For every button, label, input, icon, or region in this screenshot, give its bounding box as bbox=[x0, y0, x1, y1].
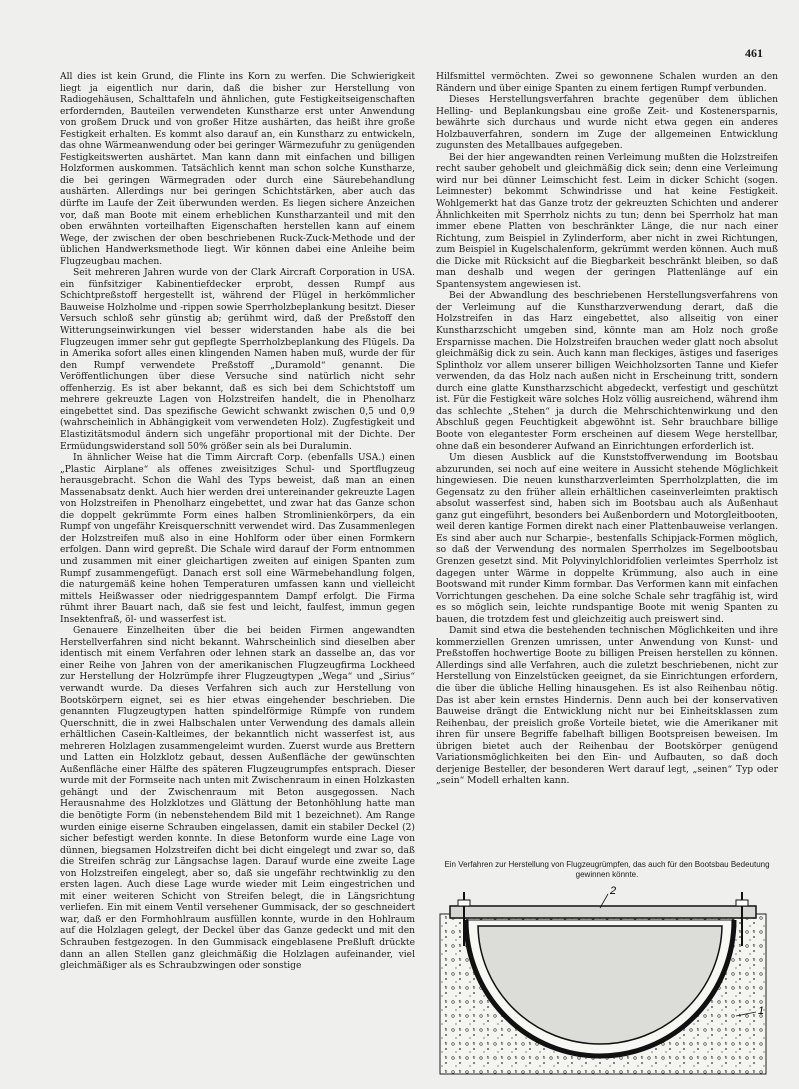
label-2: 2 bbox=[610, 886, 617, 897]
paragraph: Hilfsmittel vermöchten. Zwei so gewonnene Schalen wurden an den Rändern und über einige Spanten zu einem fertigen Rumpf verbunden. bbox=[436, 72, 778, 94]
paragraph: Dieses Herstellungsverfahren brachte gegenüber dem üblichen Helling- und Beplankungsbau eine große Zeit- und Kostenersparnis, bewährte sich durchaus und wurde nicht etwa gegen ein anderes Holzbauverfahren, sondern im Zuge der allgemeinen Entwicklung zugunsten des Metallbaues aufgegeben. bbox=[436, 95, 778, 152]
paragraph: All dies ist kein Grund, die Flinte ins Korn zu werfen. Die Schwierigkeit liegt ja eigentlich nur darin, daß die bisher zur Herstellung von Radiogehäusen, Schalttafeln und ähnlichen, gute Festigkeitseigenschaften erfordernden, Bauteilen verwendeten Kunstharze erst unter Anwendung von großem Druck und von großer Hitze aushärten, das heißt ihre große Festigkeit erhalten. Es kommt also darauf an, ein Kunstharz zu entwickeln, das ohne Wärmeanwendung oder bei geringer Wärmezufuhr zu genügenden Festigkeitswerten aushärtet. Man kann dann mit einfachen und billigen Holzformen auskommen. Tatsächlich kennt man schon solche Kunstharze, die bei geringen Wärmegraden oder durch eine Säurebehandlung aushärten. Allerdings nur bei geringen Schichtstärken, aber auch das dürfte im Laufe der Zeit überwunden werden. Es liegen sichere Anzeichen vor, daß man Boote mit einem erheblichen Kunstharzanteil und mit den oben erwähnten vorteilhaften Eigenschaften herstellen kann auf einem Wege, der zwischen der oben beschriebenen Ruck-Zuck-Methode und der üblichen Handwerksmethode liegt. Wir können dabei eine Anleihe beim Flugzeugbau machen. bbox=[60, 72, 415, 267]
paragraph: Seit mehreren Jahren wurde von der Clark Aircraft Corporation in USA. ein fünfsitziger Kabinentiefdecker erprobt, dessen Rumpf aus Schichtpreßstoff hergestellt ist, während der Flügel in herkömmlicher Bauweise Holzholme und -rippen sowie Sperrholzbeplankung besitzt. Dieser Versuch schloß sehr günstig ab; gerühmt wird, daß der Preßstoff den Witterungseinwirkungen viel besser widerstanden habe als die bei Flugzeugen immer sehr gut gepflegte Sperrholzbeplankung des Flügels. Da in Amerika sofort alles einen klingenden Namen haben muß, wurde der für den Rumpf verwendete Preßstoff „Duramold“ genannt. Die Veröffentlichungen über diese Versuche sind natürlich nicht sehr offenherzig. Es ist aber bekannt, daß es sich bei dem Schichtstoff um mehrere gekreuzte Lagen von Holzstreifen handelt, die in Phenolharz eingebettet sind. Das spezifische Gewicht schwankt zwischen 0,5 und 0,9 (wahrscheinlich in Abhängigkeit vom verwendeten Holz). Zugfestigkeit und Elastizitätsmodul ändern sich ungefähr proportional mit der Dichte. Der Ermüdungswiderstand soll 50% größer sein als bei Duralumin. bbox=[60, 268, 416, 452]
figure-caption: Ein Verfahren zur Herstellung von Flugzeugrümpfen, das auch für den Bootsbau Bedeutung gewinnen könnte. bbox=[444, 860, 770, 879]
paragraph: Damit sind etwa die bestehenden technischen Möglichkeiten und ihre kommerziellen Grenzen umrissen, unter Anwendung von Kunst- und Preßstoffen hochwertige Boote zu billigen Preisen herstellen zu können. Allerdings sind alle Verfahren, auch die zuletzt beschriebenen, nicht zur Herstellung von Einzelstücken geeignet, da sie Einrichtungen erfordern, die über die übliche Helling hinausgehen. Es ist also Reihenbau nötig. Das ist aber kein ernstes Hindernis. Denn auch bei der konservativen Bauweise drängt die Entwicklung nicht nur bei Einheitsklassen zum Reihenbau, der preislich große Vorteile bietet, wie die Amerikaner mit ihren für unsere Begriffe fabelhaft billigen Bootspreisen beweisen. Im übrigen bietet auch der Reihenbau der Bootskörper genügend Variationsmöglichkeiten bei den Ein- und Aufbauten, so daß doch derjenige Besteller, der besonderen Wert darauf legt, „seinen“ Typ oder „sein“ Modell erhalten kann. bbox=[436, 626, 778, 787]
paragraph: In ähnlicher Weise hat die Timm Aircraft Corp. (ebenfalls USA.) einen „Plastic Airplane“ als offenes zweisitziges Schul- und Sportflugzeug herausgebracht. Schon die Wahl des Typs beweist, daß man an einen Massenabsatz denkt. Auch hier werden drei untereinander gekreuzte Lagen von Holzstreifen in Phenolharz eingebettet, und zwar hat das Ganze schon die doppelt gekrümmte Form eines halben Stromlinienkörpers, da ein Rumpf von ungefähr Kreisquerschnitt verwendet wird. Das Zusammenlegen der Holzstreifen muß also in eine Hohlform oder über einen Formkern erfolgen. Dann wird gepreßt. Die Schale wird darauf der Form entnommen und zusammen mit einer gleichartigen zweiten auf einigen Spanten zum Rumpf zusammengefügt. Danach erst soll eine Wärmebehandlung folgen, die naturgemäß keine hohen Temperaturen umfassen kann und vielleicht mittels Heißwasser oder niedriggespanntem Dampf erfolgt. Die Firma rühmt ihrer Bauart nach, daß sie fest und leicht, faulfest, immun gegen Insektenfraß, öl- und wasserfest ist. bbox=[60, 453, 415, 625]
paragraph: Bei der hier angewandten reinen Verleimung mußten die Holzstreifen recht sauber gehobelt und gleichmäßig dick sein; denn eine Verleimung wird nur bei dünner Leimschicht fest. Leim in dicker Schicht (sogen. Leimnester) bekommt Schwindrisse und hat keine Festigkeit. Wohlgemerkt hat das Ganze trotz der gekreuzten Schichten und anderer Ähnlichkeiten mit Sperrholz nichts zu tun; denn bei Sperrholz hat man immer ebene Platten von beschränkter Länge, die nur nach einer Richtung, zum Beispiel in Zylinderform, aber nicht in zwei Richtungen, zum Beispiel in Kugelschalenform, gekrümmt werden können. Auch muß die Dicke mit Rücksicht auf die Biegbarkeit beschränkt bleiben, so daß man deshalb und wegen der geringen Plattenlänge auf ein Spantensystem angewiesen ist. bbox=[436, 152, 778, 290]
bolt-head-right bbox=[736, 900, 748, 906]
right-column bbox=[436, 72, 778, 788]
paragraph: Genauere Einzelheiten über die bei beiden Firmen angewandten Herstellverfahren sind nicht bekannt. Wahrscheinlich sind dieselben aber identisch mit einem Verfahren oder lehnen stark an dasselbe an, das vor einer Reihe von Jahren von der amerikanischen Flugzeugfirma Lockheed zur Herstellung der Holzrümpfe ihrer Flugzeugtypen „Wega“ und „Sirius“ verwandt wurde. Da dieses Verfahren sich auch zur Herstellung von Bootskörpern eignet, sei es hier etwas eingehender beschrieben. Die genannten Flugzeugtypen hatten spindelförmige Rümpfe von rundem Querschnitt, die in zwei Halbschalen unter Verwendung des damals allein erhältlichen Casein-Kaltleimes, der bekanntlich nicht wasserfest ist, aus mehreren Holzlagen zusammengeleimt wurden. Zuerst wurde aus Brettern und Latten ein Holzklotz gebaut, dessen Außenfläche der gewünschten Außenfläche einer Hälfte des späteren Flugzeugrumpfes entsprach. Dieser wurde mit der Formseite nach unten mit Zwischenraum in einen Holzkasten gehängt und der Zwischenraum mit Beton ausgegossen. Nach Herausnahme des Holzklotzes und Glättung der Betonhöhlung hatte man die benötigte Form (in nebenstehendem Bild mit 1 bezeichnet). Am Range wurden einige eiserne Schrauben eingelassen, damit ein stabiler Deckel (2) sicher befestigt werden konnte. In diese Betonform wurde eine Lage von dünnen, biegsamen Holzstreifen dicht bei dicht eingelegt und zwar so, daß die Streifen schräg zur Längsachse lagen. Darauf wurde eine zweite Lage von Holzstreifen eingelegt, aber so, daß sie ungefähr rechtwinklig zu den ersten lagen. Auch diese Lage wurde wieder mit Leim eingestrichen und mit einer weiteren Schicht von Streifen belegt, die in Längsrichtung verliefen. Ein mit einem Ventil versehener Gummisack, der so geschneidert war, daß er den Formhohlraum ausfüllen konnte, wurde in den Hohlraum auf die Holzlagen gelegt, der Deckel über das Ganze gedeckt und mit den Schrauben festgezogen. In den Gummisack eingeblasene Preßluft drückte dann an allen Stellen ganz gleichmäßig die Holzlagen aufeinander, viel gleichmäßiger als es Schraubzwingen oder sonstige bbox=[60, 626, 415, 972]
paragraph: Um diesen Ausblick auf die Kunststoffverwendung im Bootsbau abzurunden, sei noch auf eine weitere in Aussicht stehende Möglichkeit hingewiesen. Die neuen kunstharzverleimten Sperrholzplatten, die im Gegensatz zu den früher allein erhältlichen caseinverleimten praktisch absolut wasserfest sind, haben sich im Bootsbau auch als Außenhaut ganz gut eingeführt, besonders bei Außenbordern und Motorgleitbooten, weil deren kantige Formen direkt nach einer Plattenbauweise verlangen. Es sind aber auch nur Scharpie-, bestenfalls Schipjack-Formen möglich, so daß der Verwendung des normalen Sperrholzes im Segelbootsbau Grenzen gesetzt sind. Mit Polyvinylchloridfolien verleimtes Sperrholz ist dagegen unter Wärme in doppelte Krümmung, also auch in eine Bootswand mit runder Kimm formbar. Das Verformen kann mit einfachen Vorrichtungen geschehen. Da eine solche Schale sehr tragfähig ist, wird es so möglich sein, leichte rundspantige Boote mit wenig Spanten zu bauen, die trotzdem fest und gleichzeitig auch preiswert sind. bbox=[436, 453, 778, 625]
mold-diagram bbox=[436, 886, 778, 1076]
paragraph: Bei der Abwandlung des beschriebenen Herstellungsverfahrens von der Verleimung auf die Kunstharzverwendung derart, daß die Holzstreifen in das Harz eingebettet, also allseitig von einer Kunstharzschicht umgeben sind, könnte man am Holz noch große Ersparnisse machen. Die Holzstreifen brauchen weder glatt noch absolut gleichmäßig dick zu sein. Auch kann man fleckiges, ästiges und faseriges Splintholz vor allem unserer billigen Weichholzsorten Tanne und Kiefer verwenden, da das Holz nach außen nicht in Erscheinung tritt, sondern durch eine glatte Kunstharzschicht abgedeckt, verfestigt und geschützt ist. Für die Festigkeit wäre solches Holz völlig ausreichend, während ihm das schlechte „Stehen“ ja durch die Mehrschichtenwirkung und den Abschluß gegen Feuchtigkeit abgewöhnt ist. Sehr brauchbare billige Boote von elegantester Form erscheinen auf diesem Wege herstellbar, ohne daß ein besonderer Aufwand an Einrichtungen erforderlich ist. bbox=[436, 291, 778, 452]
label-1: 1 bbox=[758, 1005, 765, 1017]
page-number: 461 bbox=[745, 46, 763, 60]
left-column bbox=[60, 72, 415, 973]
lid bbox=[450, 906, 756, 918]
bolt-head-left bbox=[458, 900, 470, 906]
figure bbox=[436, 860, 778, 1076]
